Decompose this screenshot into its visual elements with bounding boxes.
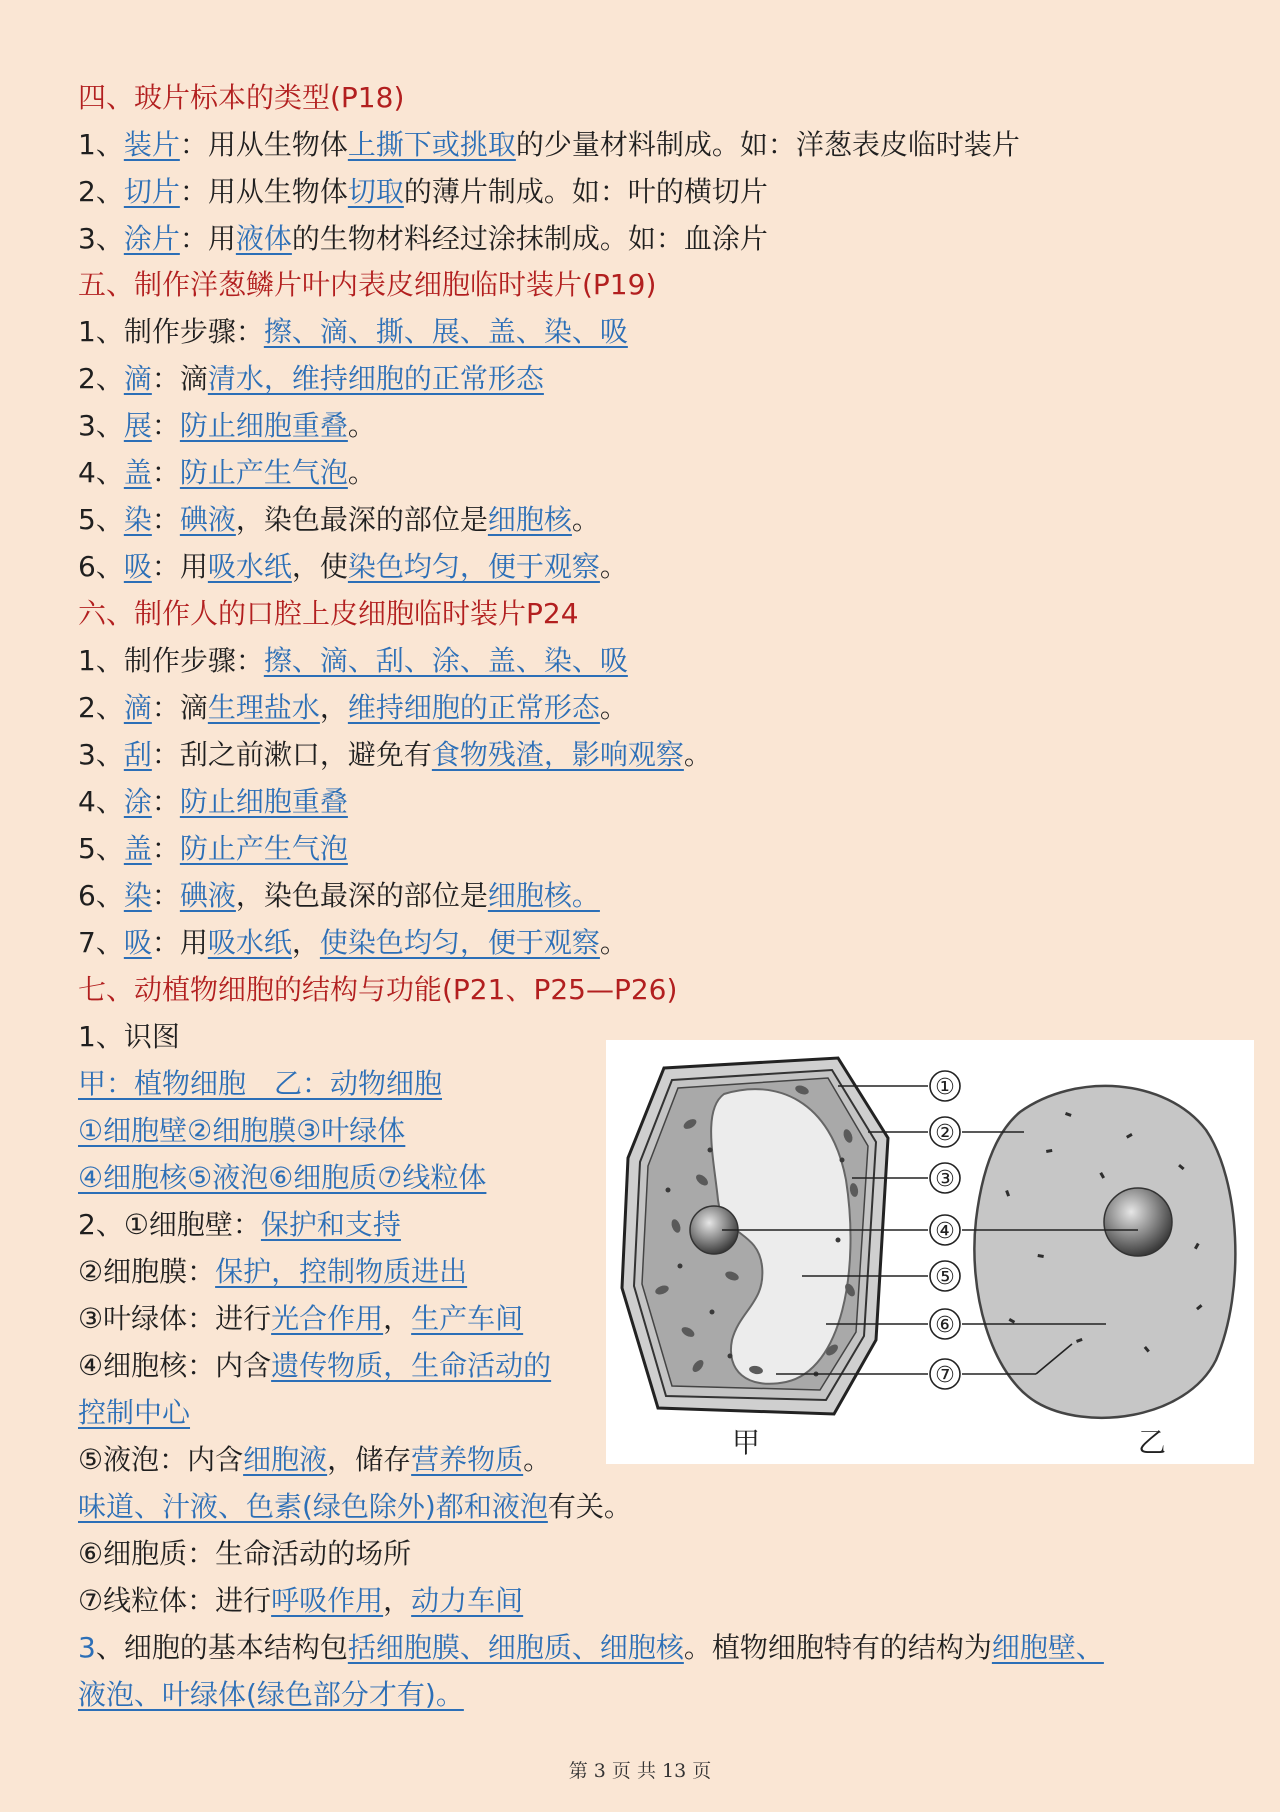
animal-membrane [974, 1086, 1235, 1418]
list-item: 7、吸：用吸水纸，使染色均匀，便于观察。 [78, 926, 628, 959]
list-item: 1、制作步骤：擦、滴、撕、展、盖、染、吸 [78, 315, 628, 348]
animal-cell [974, 1086, 1235, 1418]
list-item: 4、涂：防止细胞重叠 [78, 785, 348, 818]
list-item: 2、切片：用从生物体切取的薄片制成。如：叶的横切片 [78, 175, 768, 208]
plant-cell [622, 1058, 888, 1414]
section-heading-5: 五、制作洋葱鳞片叶内表皮细胞临时装片(P19) [78, 268, 657, 301]
list-item: 3、展：防止细胞重叠。 [78, 409, 376, 442]
section-heading-7: 七、动植物细胞的结构与功能(P21、P25—P26) [78, 973, 678, 1006]
label-4: ④ [935, 1219, 955, 1244]
list-item: 味道、汁液、色素(绿色除外)都和液泡有关。 [78, 1490, 632, 1523]
list-item: 5、染：碘液，染色最深的部位是细胞核。 [78, 503, 600, 536]
list-item: 控制中心 [78, 1396, 191, 1429]
list-item: 6、染：碘液，染色最深的部位是细胞核。 [78, 879, 600, 912]
section-heading-6: 六、制作人的口腔上皮细胞临时装片P24 [78, 597, 579, 630]
caption-plant: 甲 [731, 1426, 761, 1459]
list-item: 液泡、叶绿体(绿色部分才有)。 [78, 1678, 464, 1711]
list-item: 甲：植物细胞 乙：动物细胞 [78, 1067, 443, 1100]
list-item: ④细胞核：内含遗传物质，生命活动的 [78, 1349, 552, 1382]
list-item: 1、识图 [78, 1020, 180, 1053]
label-2: ② [935, 1121, 955, 1146]
label-7: ⑦ [935, 1363, 955, 1388]
list-item: ⑦线粒体：进行呼吸作用，动力车间 [78, 1584, 524, 1617]
list-item: 6、吸：用吸水纸，使染色均匀，便于观察。 [78, 550, 628, 583]
label-6: ⑥ [935, 1313, 955, 1338]
list-item: 5、盖：防止产生气泡 [78, 832, 348, 865]
list-item: 2、①细胞壁：保护和支持 [78, 1208, 401, 1241]
list-item: ⑥细胞质：生命活动的场所 [78, 1537, 412, 1570]
page-number: 第 3 页 共 13 页 [568, 1760, 712, 1782]
list-item: 3、细胞的基本结构包括细胞膜、细胞质、细胞核。植物细胞特有的结构为细胞壁、 [78, 1631, 1104, 1664]
list-item: 3、涂片：用液体的生物材料经过涂抹制成。如：血涂片 [78, 222, 768, 255]
list-item: ③叶绿体：进行光合作用，生产车间 [78, 1302, 524, 1335]
list-item: 3、刮：刮之前漱口，避免有食物残渣，影响观察。 [78, 738, 712, 771]
label-3: ③ [935, 1167, 955, 1192]
list-item: ⑤液泡：内含细胞液，储存营养物质。 [78, 1443, 552, 1476]
list-item: 2、滴：滴清水，维持细胞的正常形态 [78, 362, 544, 395]
label-5: ⑤ [935, 1265, 955, 1290]
animal-nucleus [1104, 1188, 1172, 1256]
list-item: 1、制作步骤：擦、滴、刮、涂、盖、染、吸 [78, 644, 628, 677]
list-item: 4、盖：防止产生气泡。 [78, 456, 376, 489]
cell-diagram [606, 1040, 1254, 1464]
list-item: 2、滴：滴生理盐水，维持细胞的正常形态。 [78, 691, 628, 724]
section-heading-4: 四、玻片标本的类型(P18) [78, 81, 405, 114]
label-1: ① [935, 1075, 955, 1100]
list-item: ④细胞核⑤液泡⑥细胞质⑦线粒体 [78, 1161, 487, 1194]
list-item: 1、装片：用从生物体上撕下或挑取的少量材料制成。如：洋葱表皮临时装片 [78, 128, 1020, 161]
list-item: ①细胞壁②细胞膜③叶绿体 [78, 1114, 406, 1147]
caption-animal: 乙 [1137, 1426, 1167, 1459]
list-item: ②细胞膜：保护，控制物质进出 [78, 1255, 468, 1288]
